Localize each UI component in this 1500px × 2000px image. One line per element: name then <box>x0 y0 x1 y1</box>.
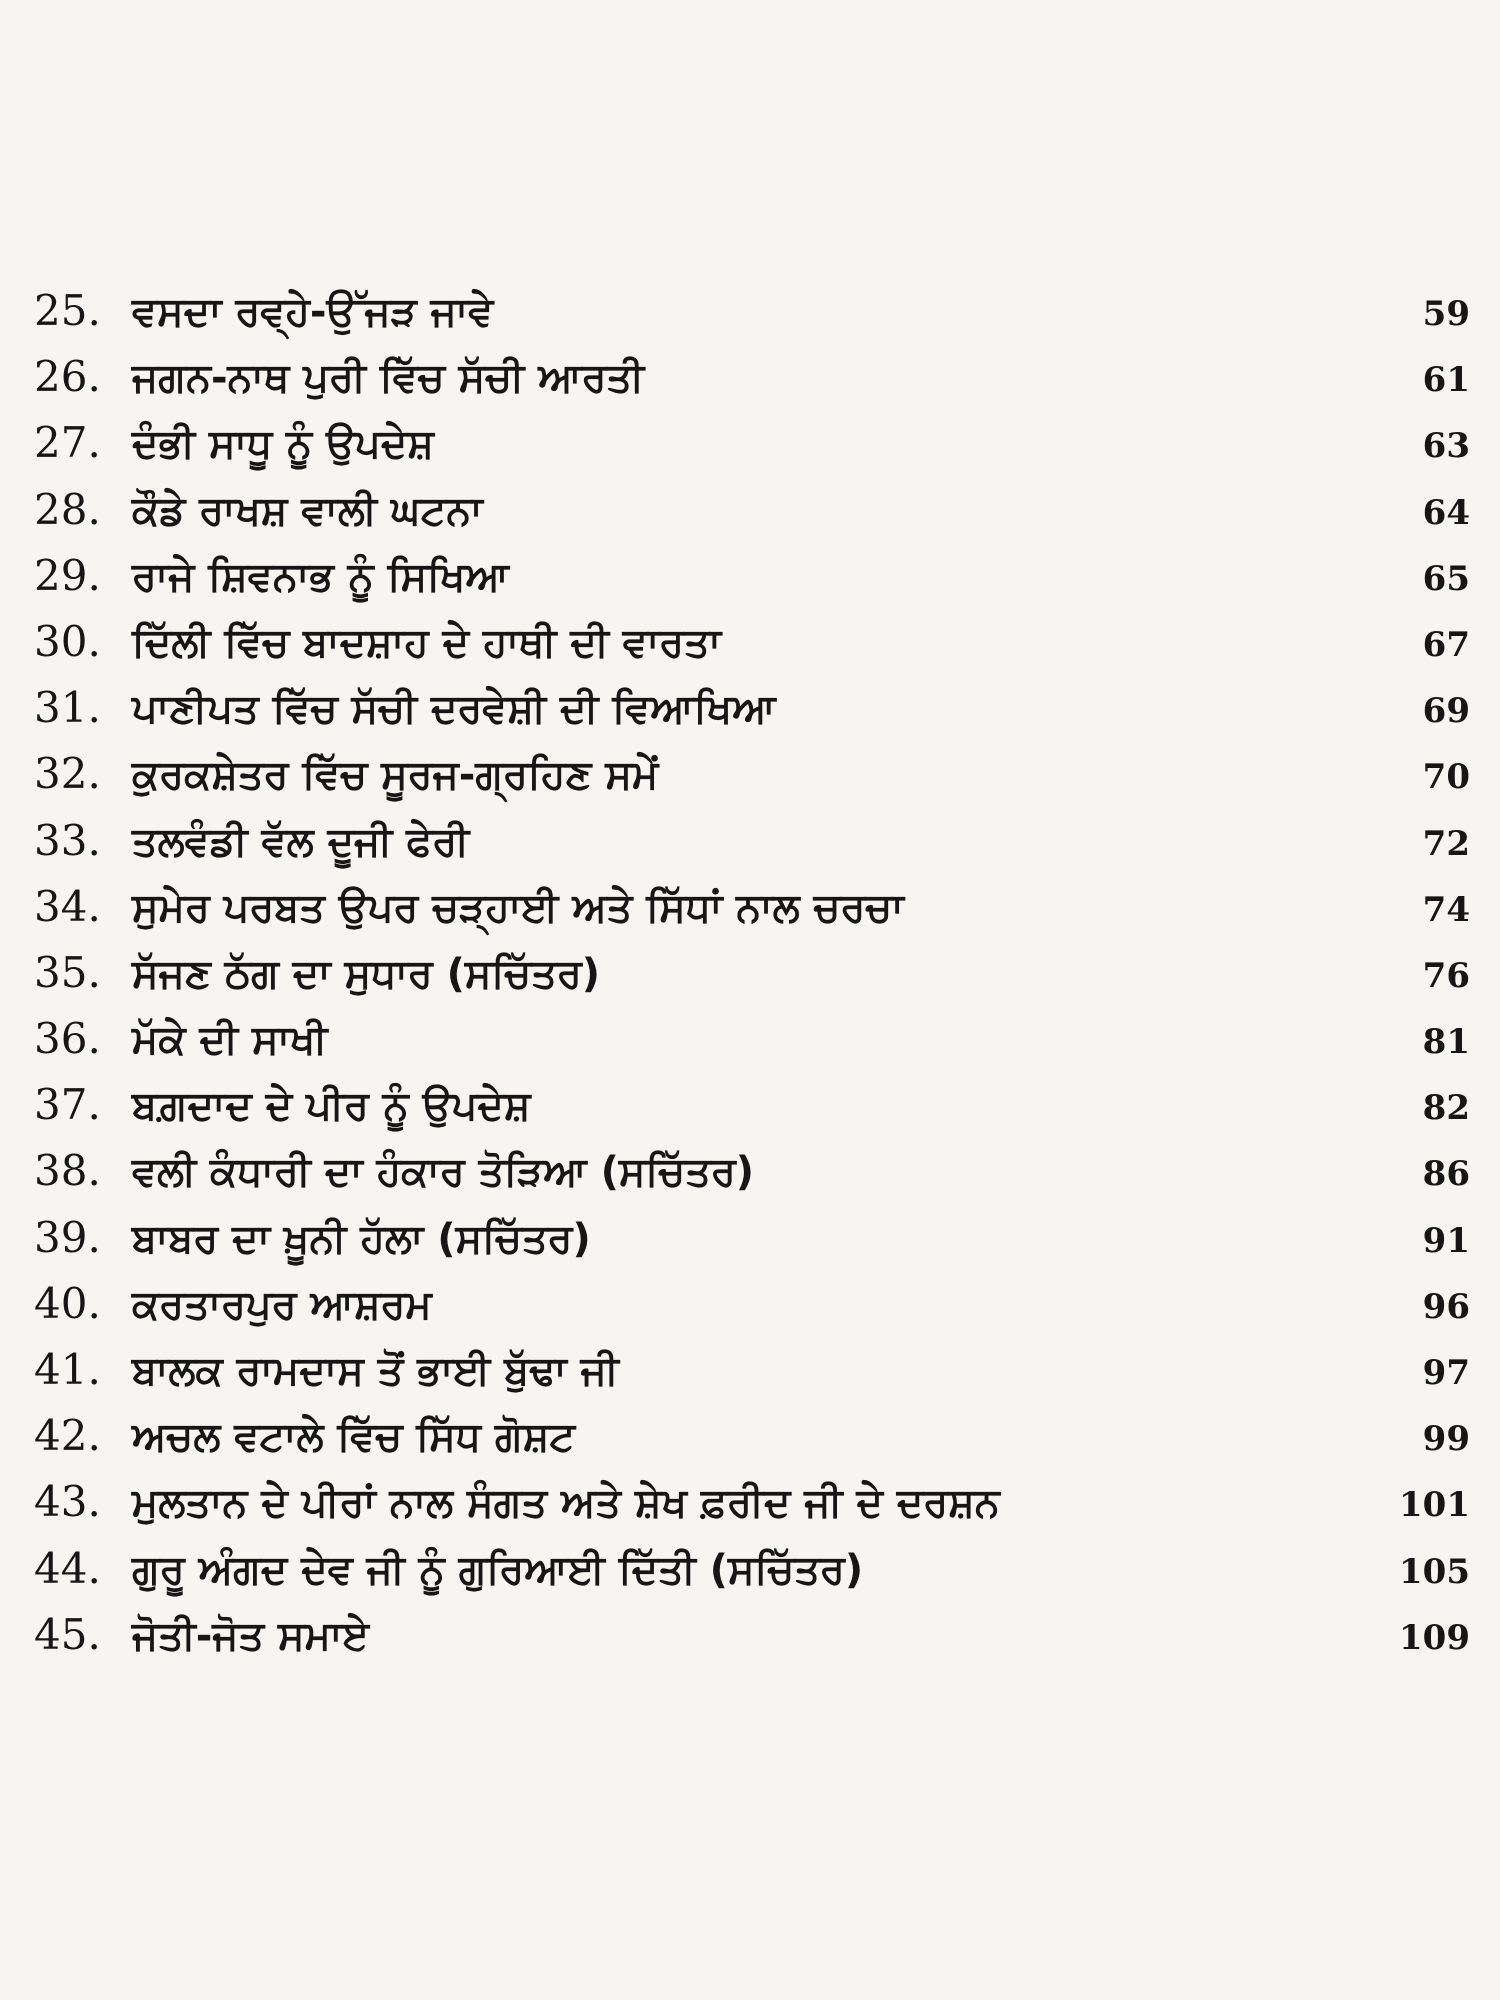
entry-title: ਸੱਜਣ ਠੱਗ ਦਾ ਸੁਧਾਰ (ਸਚਿੱਤਰ) <box>132 950 601 997</box>
toc-entry-30 <box>34 609 1470 675</box>
entry-number: 28. <box>34 484 101 534</box>
entry-page-number: 64 <box>1422 492 1470 533</box>
entry-number: 42. <box>34 1411 101 1461</box>
toc-entry-41 <box>34 1337 1470 1403</box>
entry-title: ਕੌਡੇ ਰਾਖਸ਼ ਵਾਲੀ ਘਟਨਾ <box>132 487 483 534</box>
toc-entry-32 <box>34 741 1470 807</box>
toc-entry-34 <box>34 874 1470 940</box>
entry-number: 40. <box>34 1278 101 1328</box>
entry-number: 41. <box>34 1345 101 1394</box>
entry-title: ਕੁਰਕਸ਼ੇਤਰ ਵਿੱਚ ਸੂਰਜ-ਗ੍ਰਹਿਣ ਸਮੇਂ <box>132 752 659 799</box>
entry-title: ਰਾਜੇ ਸ਼ਿਵਨਾਭ ਨੂੰ ਸਿਖਿਆ <box>132 553 509 600</box>
entry-title: ਦੰਭੀ ਸਾਧੂ ਨੂੰ ਉਪਦੇਸ਼ <box>132 421 434 468</box>
entry-page-number: 72 <box>1422 823 1470 864</box>
entry-title: ਮੱਕੇ ਦੀ ਸਾਖੀ <box>132 1017 328 1064</box>
entry-number: 35. <box>34 947 101 997</box>
entry-number: 43. <box>34 1477 101 1527</box>
entry-title: ਬਾਬਰ ਦਾ ਖ਼ੂਨੀ ਹੱਲਾ (ਸਚਿੱਤਰ) <box>132 1215 591 1262</box>
entry-page-number: 86 <box>1422 1154 1470 1195</box>
toc-entry-36 <box>34 1006 1470 1072</box>
toc-entry-37 <box>34 1072 1470 1138</box>
entry-page-number: 63 <box>1422 426 1470 467</box>
entry-page-number: 76 <box>1422 955 1470 996</box>
toc-entry-35 <box>34 940 1470 1006</box>
toc-entry-28 <box>34 477 1470 543</box>
entry-number: 38. <box>34 1146 101 1196</box>
entry-title: ਮੁਲਤਾਨ ਦੇ ਪੀਰਾਂ ਨਾਲ ਸੰਗਤ ਅਤੇ ਸ਼ੇਖ ਫ਼ਰੀਦ ਜੀ ਦੇ ਦਰਸ਼ਨ <box>132 1480 1000 1527</box>
entry-title: ਵਸਦਾ ਰਵ੍ਹੇ-ਉੱਜੜ ਜਾਵੇ <box>132 289 494 335</box>
entry-number: 26. <box>34 352 101 402</box>
toc-entry-39 <box>34 1205 1470 1271</box>
entry-number: 27. <box>34 418 101 468</box>
entry-number: 39. <box>34 1212 101 1262</box>
entry-title: ਦਿੱਲੀ ਵਿੱਚ ਬਾਦਸ਼ਾਹ ਦੇ ਹਾਥੀ ਦੀ ਵਾਰਤਾ <box>132 619 722 666</box>
toc-entry-31 <box>34 675 1470 741</box>
entry-title: ਵਲੀ ਕੰਧਾਰੀ ਦਾ ਹੰਕਾਰ ਤੋੜਿਆ (ਸਚਿੱਤਰ) <box>132 1149 755 1196</box>
toc-entry-44 <box>34 1536 1470 1602</box>
entry-page-number: 101 <box>1399 1485 1470 1526</box>
entry-number: 29. <box>34 550 101 600</box>
entry-title: ਜੋਤੀ-ਜੋਤ ਸਮਾਏ <box>132 1612 370 1659</box>
entry-page-number: 65 <box>1422 558 1470 599</box>
toc-entry-42 <box>34 1403 1470 1469</box>
entry-number: 36. <box>34 1014 101 1064</box>
toc-entry-38 <box>34 1138 1470 1204</box>
entry-page-number: 74 <box>1422 889 1470 930</box>
entry-title: ਬਾਲਕ ਰਾਮਦਾਸ ਤੋਂ ਭਾਈ ਬੁੱਢਾ ਜੀ <box>132 1348 619 1394</box>
entry-number: 30. <box>34 616 101 666</box>
toc-entry-29 <box>34 543 1470 609</box>
entry-page-number: 59 <box>1422 294 1470 334</box>
entry-page-number: 67 <box>1422 624 1470 665</box>
entry-page-number: 82 <box>1422 1088 1470 1129</box>
entry-title: ਬਗ਼ਦਾਦ ਦੇ ਪੀਰ ਨੂੰ ਉਪਦੇਸ਼ <box>132 1083 531 1130</box>
toc-entry-25 <box>34 278 1470 344</box>
entry-title: ਤਲਵੰਡੀ ਵੱਲ ਦੂਜੀ ਫੇਰੀ <box>132 818 470 865</box>
entry-page-number: 70 <box>1422 757 1470 798</box>
entry-title: ਪਾਣੀਪਤ ਵਿੱਚ ਸੱਚੀ ਦਰਵੇਸ਼ੀ ਦੀ ਵਿਆਖਿਆ <box>132 686 776 733</box>
table-of-contents <box>34 278 1470 1668</box>
entry-page-number: 61 <box>1422 360 1470 401</box>
toc-entry-26 <box>34 344 1470 410</box>
entry-page-number: 105 <box>1399 1551 1470 1592</box>
toc-entry-40 <box>34 1271 1470 1337</box>
entry-title: ਸੁਮੇਰ ਪਰਬਤ ਉਪਰ ਚੜ੍ਹਾਈ ਅਤੇ ਸਿੱਧਾਂ ਨਾਲ ਚਰਚਾ <box>132 884 904 931</box>
toc-entry-27 <box>34 410 1470 476</box>
entry-number: 31. <box>34 683 101 733</box>
entry-title: ਜਗਨ-ਨਾਥ ਪੁਰੀ ਵਿੱਚ ਸੱਚੀ ਆਰਤੀ <box>132 355 645 402</box>
toc-entry-45 <box>34 1602 1470 1668</box>
entry-page-number: 109 <box>1399 1617 1470 1658</box>
entry-number: 34. <box>34 881 101 931</box>
entry-title: ਅਚਲ ਵਟਾਲੇ ਵਿੱਚ ਸਿੱਧ ਗੋਸ਼ਟ <box>132 1414 575 1461</box>
entry-page-number: 96 <box>1422 1286 1470 1327</box>
entry-page-number: 69 <box>1422 691 1470 732</box>
entry-page-number: 81 <box>1422 1022 1470 1063</box>
entry-number: 25. <box>34 286 101 335</box>
entry-number: 44. <box>34 1543 101 1593</box>
entry-number: 45. <box>34 1609 101 1659</box>
entry-number: 32. <box>34 749 101 799</box>
toc-entry-43 <box>34 1469 1470 1535</box>
entry-number: 37. <box>34 1080 101 1130</box>
entry-page-number: 91 <box>1422 1220 1470 1261</box>
entry-page-number: 99 <box>1422 1419 1470 1460</box>
entry-number: 33. <box>34 815 101 865</box>
entry-title: ਗੁਰੂ ਅੰਗਦ ਦੇਵ ਜੀ ਨੂੰ ਗੁਰਿਆਈ ਦਿੱਤੀ (ਸਚਿੱਤਰ) <box>132 1546 864 1593</box>
entry-page-number: 97 <box>1422 1353 1470 1393</box>
toc-entry-33 <box>34 808 1470 874</box>
entry-title: ਕਰਤਾਰਪੁਰ ਆਸ਼ਰਮ <box>132 1281 432 1328</box>
